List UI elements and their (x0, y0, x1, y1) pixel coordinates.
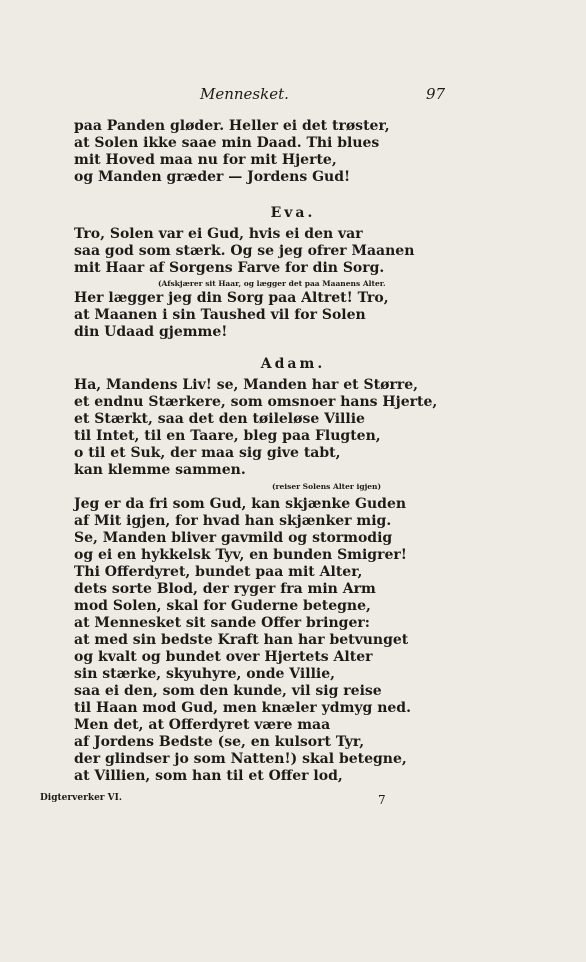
verse-line: Se, Manden bliver gavmild og stormodig (74, 530, 393, 546)
verse-line: at Mennesket sit sande Offer bringer: (74, 615, 370, 631)
speaker-eva: Eva. (270, 205, 316, 221)
stage-direction: (reiser Solens Alter igjen) (272, 482, 382, 491)
verse-line: et endnu Stærkere, som omsnoer hans Hjerte, (74, 394, 438, 410)
verse-line: saa ei den, som den kunde, vil sig reise (74, 683, 382, 699)
verse-line: mit Hoved maa nu for mit Hjerte, (74, 152, 337, 168)
verse-line: mit Haar af Sorgens Farve for din Sorg. (74, 260, 385, 276)
verse-line: og kvalt og bundet over Hjertets Alter (74, 649, 373, 665)
verse-line: kan klemme sammen. (74, 462, 246, 478)
sheet-number: 7 (378, 793, 386, 807)
verse-line: der glindser jo som Natten!) skal betegne, (74, 751, 407, 767)
verse-line: et Stærkt, saa det den tøileløse Villie (74, 411, 365, 427)
verse-line: til Haan mod Gud, men knæler ydmyg ned. (74, 700, 411, 716)
verse-line: Tro, Solen var ei Gud, hvis ei den var (74, 226, 363, 242)
stanza-opening (74, 118, 390, 186)
adam-speech-part1 (74, 377, 437, 479)
verse-line: sin stærke, skyuhyre, onde Villie, (74, 666, 335, 682)
eva-speech-part1 (74, 226, 414, 277)
stage-direction: (Afskjærer sit Haar, og lægger det paa Maanens Alter. (158, 279, 386, 288)
verse-line: o til et Suk, der maa sig give tabt, (74, 445, 341, 461)
verse-line: Jeg er da fri som Gud, kan skjænke Guden (74, 496, 407, 512)
verse-line: at Villien, som han til et Offer lod, (74, 768, 343, 784)
verse-line: og Manden græder — Jordens Gud! (74, 169, 351, 185)
verse-line: af Jordens Bedste (se, en kulsort Tyr, (74, 734, 365, 750)
verse-line: til Intet, til en Taare, bleg paa Flugten, (74, 428, 381, 444)
verse-line: Thi Offerdyret, bundet paa mit Alter, (74, 564, 363, 580)
verse-line: at Maanen i sin Taushed vil for Solen (74, 307, 366, 323)
speaker-adam: Adam. (260, 356, 326, 372)
running-header-title: Mennesket. (200, 85, 289, 103)
verse-line: og ei en hykkelsk Tyv, en bunden Smigrer! (74, 547, 407, 563)
verse-line: Ha, Mandens Liv! se, Manden har et Større, (74, 377, 418, 393)
printer-signature: Digterverker VI. (40, 793, 123, 803)
verse-line: din Udaad gjemme! (74, 324, 228, 340)
page-number: 97 (426, 85, 446, 103)
verse-line: paa Panden gløder. Heller ei det trøster, (74, 118, 390, 134)
verse-line: mod Solen, skal for Guderne betegne, (74, 598, 371, 614)
adam-speech-part2 (74, 496, 411, 785)
eva-speech-part2 (74, 290, 389, 341)
verse-line: at Solen ikke saae min Daad. Thi blues (74, 135, 380, 151)
verse-line: saa god som stærk. Og se jeg ofrer Maanen (74, 243, 415, 259)
verse-line: Men det, at Offerdyret være maa (74, 717, 331, 733)
verse-line: dets sorte Blod, der ryger fra min Arm (74, 581, 376, 597)
verse-line: Her lægger jeg din Sorg paa Altret! Tro, (74, 290, 389, 306)
verse-line: at med sin bedste Kraft han har betvunget (74, 632, 409, 648)
verse-line: af Mit igjen, for hvad han skjænker mig. (74, 513, 392, 529)
